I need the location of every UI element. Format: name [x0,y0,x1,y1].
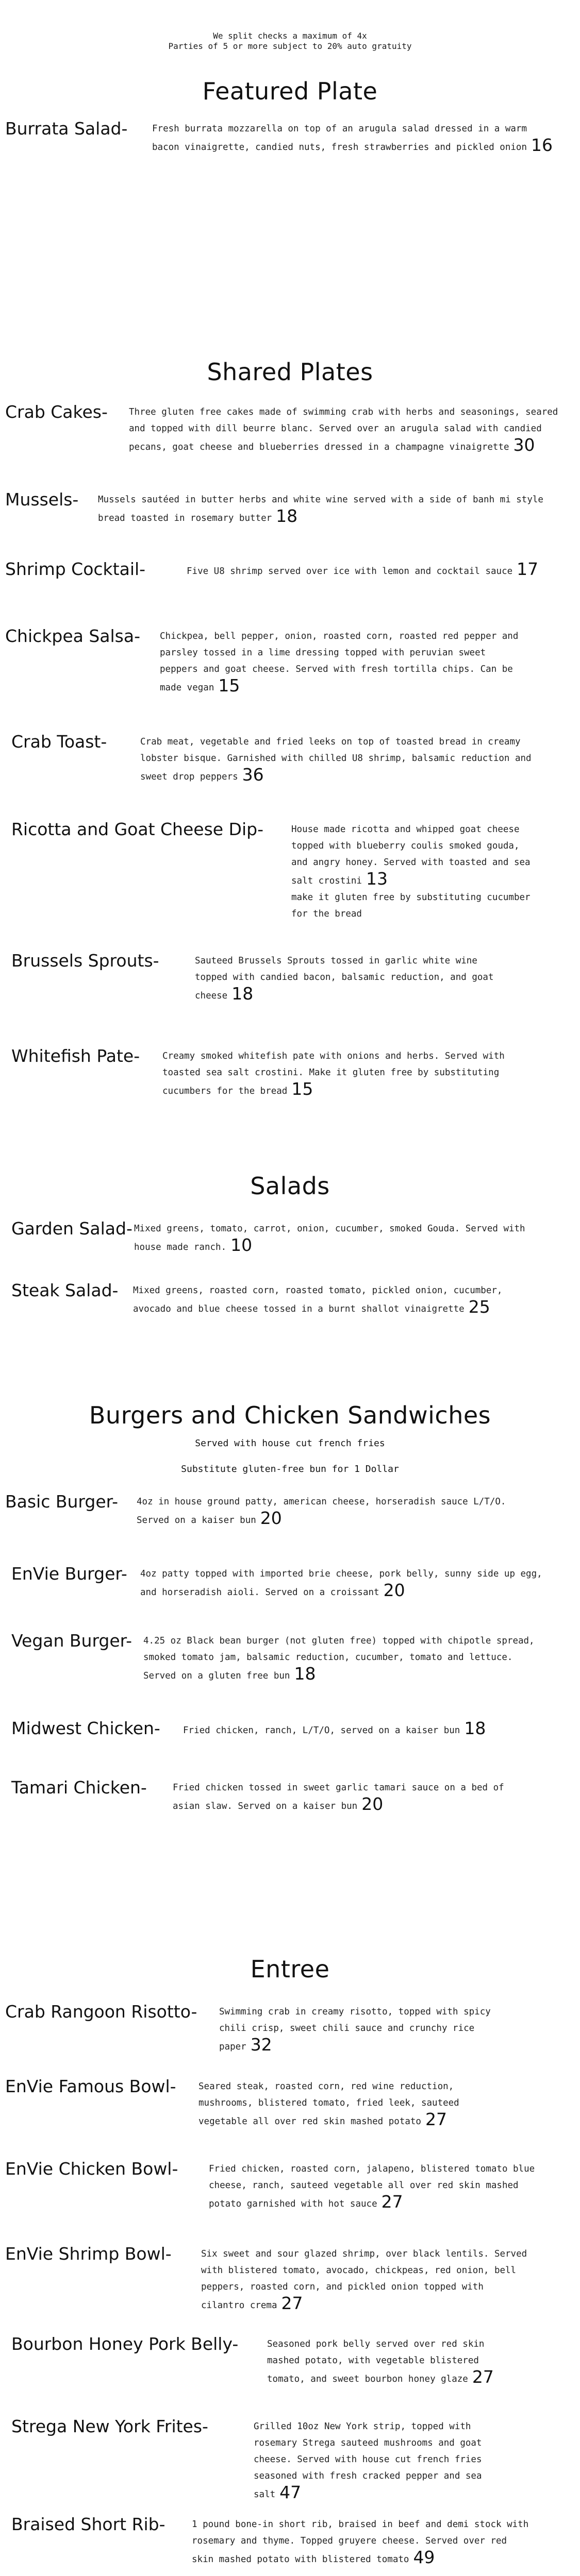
item-description: Five U8 shrimp served over ice with lemon and cocktail sauce 17 [187,559,539,579]
item-name: Burrata Salad- [5,118,128,139]
menu-item-vegan-burger [5,1631,572,1698]
menu-item-crab-cakes [5,402,572,479]
item-description: Fried chicken tossed in sweet garlic tamari sauce on a bed of asian slaw. Served on a kaiser bun 20 [173,1783,504,1814]
item-name: Bourbon Honey Pork Belly- [11,2334,239,2354]
menu-item-burrata-salad [5,118,572,191]
item-description: Swimming crab in creamy risotto, topped with spicy chili crisp, sweet chili sauce and crunchy rice paper 32 [219,2007,491,2055]
item-price: 10 [230,1235,253,1255]
item-price: 18 [464,1718,486,1738]
item-description: Six sweet and sour glazed shrimp, over black lentils. Served with blistered tomato, avocado, chickpeas, red onion, bell peppers, roasted corn, and pickled onion topped with cilantro crema 27 [201,2249,527,2313]
item-price: 47 [279,2482,302,2502]
item-description: Fresh burrata mozzarella on top of an arugula salad dressed in a warm bacon vinaigrette, candied nuts, fresh strawberries and pickled onion 16 [152,124,553,155]
item-name: Brussels Sprouts- [11,951,159,971]
item-name: Garden Salad- [11,1218,132,1239]
item-description: Crab meat, vegetable and fried leeks on top of toasted bread in creamy lobster bisque. Garnished with chilled U8 shrimp, balsamic reduction and sweet drop peppers 36 [140,737,532,785]
item-name: Steak Salad- [11,1280,119,1300]
item-name: Crab Toast- [11,732,107,752]
menu-item-brussels-sprouts [5,951,572,1018]
item-description: Grilled 10oz New York strip, topped with rosemary Strega sauteed mushrooms and goat cheese. Served with house cut french fries seasoned with fresh cracked pepper and sea salt 47 [254,2421,482,2502]
menu-item-midwest-chicken [5,1718,572,1749]
menu-item-bourbon-honey-pork-belly [5,2334,572,2396]
item-price: 16 [531,135,553,155]
burgers-gluten-free-note: Substitute gluten-free bun for 1 Dollar [181,1464,399,1475]
item-price: 15 [218,675,240,696]
item-description: Fried chicken, roasted corn, jalapeno, blistered tomato blue cheese, ranch, sauteed vegetable all over red skin mashed potato garnished with hot sauce 27 [209,2164,535,2212]
menu-item-chickpea-salsa [5,626,572,708]
item-name: Crab Rangoon Risotto- [5,2002,197,2022]
item-description: House made ricotta and whipped goat cheese topped with blueberry coulis smoked gouda, and angry honey. Served with toasted and sea salt crostini 13 make it gluten free by substituting cucumber for the bread [291,824,531,919]
item-price: 20 [260,1508,282,1528]
menu-item-tamari-chicken [5,1777,572,1829]
section-title-entree: Entree [250,1955,330,1983]
section-title-shared-plates: Shared Plates [207,358,373,386]
item-description: Seared steak, roasted corn, red wine reduction, mushrooms, blistered tomato, fried leek, sauteed vegetable all over red skin mashed potato 27 [198,2081,459,2129]
item-description: 4oz in house ground patty, american cheese, horseradish sauce L/T/O. Served on a kaiser bun 20 [137,1497,506,1528]
item-description: Mussels sautéed in butter herbs and white wine served with a side of banh mi style bread toasted in rosemary butter 18 [98,495,543,526]
item-price: 15 [291,1079,313,1099]
item-price: 32 [250,2035,272,2055]
item-price: 30 [513,435,535,455]
menu-item-strega-new-york-frites [5,2416,572,2504]
burgers-fries-note: Served with house cut french fries [195,1438,385,1449]
item-price: 27 [425,2109,447,2129]
item-name: EnVie Shrimp Bowl- [5,2244,172,2264]
item-name: Whitefish Pate- [11,1046,140,1066]
item-description: Fried chicken, ranch, L/T/O, served on a kaiser bun 18 [183,1718,486,1738]
menu-item-envie-shrimp-bowl [5,2244,572,2321]
item-price: 20 [383,1580,405,1600]
item-price: 36 [242,765,264,785]
item-description: 4.25 oz Black bean burger (not gluten free) topped with chipotle spread, smoked tomato jam, balsamic reduction, cucumber, tomato and lettuce. Served on a gluten free bun 18 [143,1636,535,1684]
item-name: Ricotta and Goat Cheese Dip- [11,819,263,839]
item-price: 18 [276,506,298,526]
item-price: 18 [231,984,254,1004]
menu-item-whitefish-pate [5,1046,572,1113]
item-name: Crab Cakes- [5,402,108,422]
item-description: 1 pound bone-in short rib, braised in beef and demi stock with rosemary and thyme. Topped gruyere cheese. Served over red skin mashed potato with blistered tomato 49 [192,2519,529,2567]
item-name: Shrimp Cocktail- [5,559,146,579]
item-description: Mixed greens, roasted corn, roasted tomato, pickled onion, cucumber, avocado and blue cheese tossed in a burnt shallot vinaigrette 25 [133,1285,503,1317]
menu-item-ricotta-goat-cheese-dip [5,819,572,922]
item-name: Tamari Chicken- [11,1777,147,1798]
menu-item-crab-toast [5,732,572,793]
header-checks-note: We split checks a maximum of 4x [213,31,367,41]
menu-item-steak-salad [5,1280,572,1342]
menu-item-basic-burger [5,1492,572,1543]
item-name: EnVie Famous Bowl- [5,2076,176,2096]
item-name: Strega New York Frites- [11,2416,208,2436]
section-title-featured: Featured Plate [202,77,378,105]
menu-item-braised-short-rib [5,2514,572,2576]
item-price: 27 [281,2293,303,2313]
item-description: Chickpea, bell pepper, onion, roasted corn, roasted red pepper and parsley tossed in a lime dressing topped with peruvian sweet peppers and goat cheese. Served with fresh tortilla chips. Can be made vegan 15 [160,631,519,696]
item-name: Mussels- [5,489,79,510]
menu-item-envie-chicken-bowl [5,2159,572,2221]
item-price: 27 [472,2367,494,2387]
item-description: Three gluten free cakes made of swimming crab with herbs and seasonings, seared and topped with dill beurre blanc. Served over an arugula salad with candied pecans, goat cheese and blueberries dressed in a champagne vinaigrette 30 [129,407,558,455]
item-price: 17 [517,559,539,579]
item-price: 18 [294,1664,316,1684]
item-name: Vegan Burger- [11,1631,132,1651]
menu-item-mussels [5,489,572,531]
section-title-burgers: Burgers and Chicken Sandwiches [89,1401,491,1429]
menu-item-envie-famous-bowl [5,2076,572,2143]
menu-item-garden-salad [5,1218,572,1265]
menu-item-crab-rangoon-risotto [5,2002,572,2058]
item-price: 25 [468,1297,490,1317]
item-price: 27 [381,2192,403,2212]
item-name: Braised Short Rib- [11,2514,165,2534]
item-description: Sauteed Brussels Sprouts tossed in garlic white wine topped with candied bacon, balsamic reduction, and goat cheese 18 [195,956,494,1004]
header-gratuity-note: Parties of 5 or more subject to 20% auto gratuity [168,41,412,51]
item-name: Chickpea Salsa- [5,626,141,646]
item-price: 49 [413,2547,435,2567]
item-name: EnVie Chicken Bowl- [5,2159,178,2179]
menu-item-shrimp-cocktail [5,559,572,600]
section-title-salads: Salads [250,1172,330,1200]
item-description: Mixed greens, tomato, carrot, onion, cucumber, smoked Gouda. Served with house made ranch. 10 [134,1224,525,1255]
item-name: Basic Burger- [5,1492,119,1512]
item-name: Midwest Chicken- [11,1718,160,1738]
item-description: Seasoned pork belly served over red skin mashed potato, with vegetable blistered tomato, and sweet bourbon honey glaze 27 [267,2339,494,2387]
item-description: Creamy smoked whitefish pate with onions and herbs. Served with toasted sea salt crostini. Make it gluten free by substituting cucumbers for the bread 15 [162,1051,505,1099]
item-name: EnVie Burger- [11,1564,127,1584]
menu-item-envie-burger [5,1564,572,1615]
item-price: 13 [366,869,388,889]
item-description: 4oz patty topped with imported brie cheese, pork belly, sunny side up egg, and horseradish aioli. Served on a croissant 20 [140,1569,542,1600]
item-price: 20 [361,1794,384,1814]
